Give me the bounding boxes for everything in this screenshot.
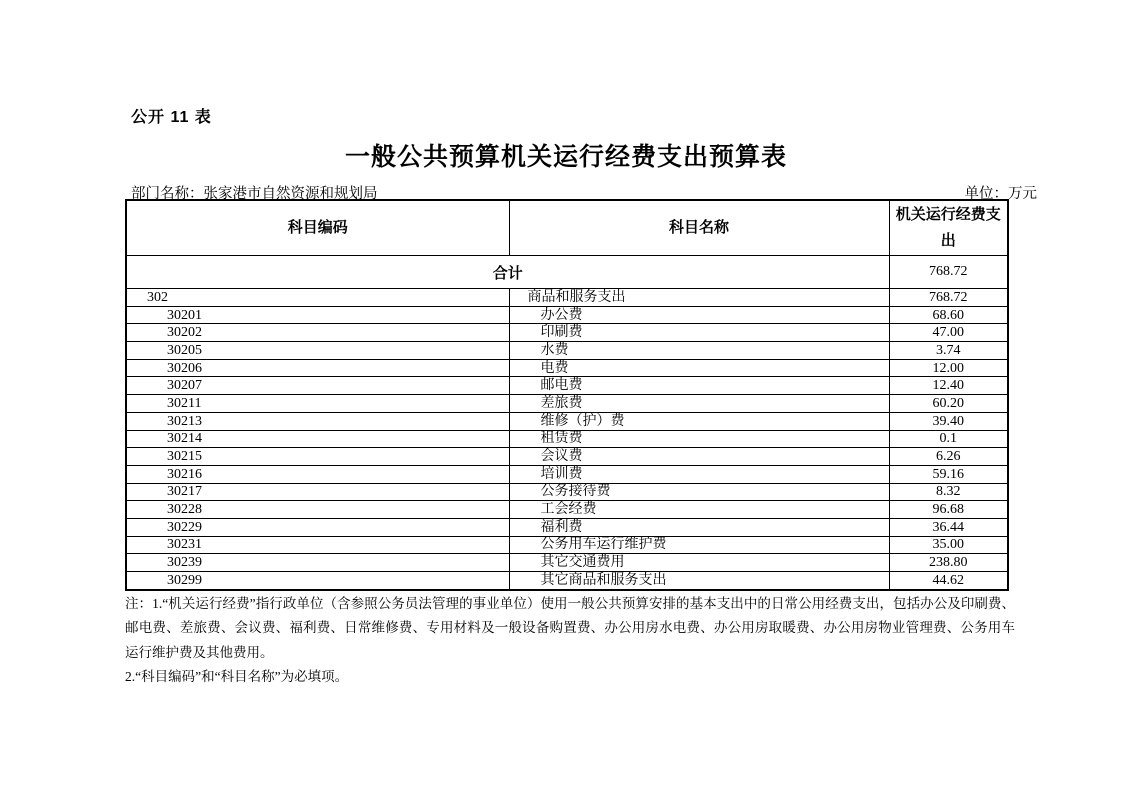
subject-code-cell: 30229 <box>126 518 509 536</box>
subject-name-cell: 公务接待费 <box>509 483 889 501</box>
table-row <box>126 324 1008 342</box>
subject-code-cell: 30211 <box>126 395 509 413</box>
total-value: 768.72 <box>889 256 1008 289</box>
expense-value-cell: 44.62 <box>889 572 1008 590</box>
table-row <box>126 306 1008 324</box>
expense-value-cell: 12.00 <box>889 359 1008 377</box>
expense-value-cell: 68.60 <box>889 306 1008 324</box>
subject-name-cell: 工会经费 <box>509 501 889 519</box>
note-line: 2.“科目编码”和“科目名称”为必填项。 <box>125 668 349 684</box>
subject-name-cell: 电费 <box>509 359 889 377</box>
subject-code-cell: 30205 <box>126 342 509 360</box>
subject-name-cell: 水费 <box>509 342 889 360</box>
subject-code-cell: 30231 <box>126 536 509 554</box>
subject-code-cell: 30201 <box>126 306 509 324</box>
expense-value-cell: 39.40 <box>889 412 1008 430</box>
subject-code-cell: 30202 <box>126 324 509 342</box>
subject-name-cell: 福利费 <box>509 518 889 536</box>
subject-name-cell: 印刷费 <box>509 324 889 342</box>
budget-table <box>125 199 1009 591</box>
subject-name-cell: 维修（护）费 <box>509 412 889 430</box>
form-number-label: 公开 11 表 <box>131 109 212 126</box>
subject-name-cell: 差旅费 <box>509 395 889 413</box>
expense-value-cell: 8.32 <box>889 483 1008 501</box>
table-row <box>126 572 1008 590</box>
expense-value-cell: 0.1 <box>889 430 1008 448</box>
notes-block <box>125 592 1015 689</box>
subject-name-cell: 其它商品和服务支出 <box>509 572 889 590</box>
subject-name-cell: 租赁费 <box>509 430 889 448</box>
table-row <box>126 536 1008 554</box>
subject-name-cell: 办公费 <box>509 306 889 324</box>
table-row <box>126 430 1008 448</box>
expense-value-cell: 6.26 <box>889 448 1008 466</box>
table-header-row <box>126 200 1008 256</box>
expense-value-cell: 96.68 <box>889 501 1008 519</box>
subject-name-cell: 商品和服务支出 <box>509 289 889 307</box>
table-row <box>126 518 1008 536</box>
table-row <box>126 448 1008 466</box>
expense-value-cell: 59.16 <box>889 465 1008 483</box>
note-line: 注：1.“机关运行经费”指行政单位（含参照公务员法管理的事业单位）使用一般公共预算安排的基本支出中的日常公用经费支出，包括办公及印刷费、 <box>125 596 1015 611</box>
expense-value-cell: 60.20 <box>889 395 1008 413</box>
subject-code-cell: 30228 <box>126 501 509 519</box>
subject-name-cell: 培训费 <box>509 465 889 483</box>
subject-code-cell: 30206 <box>126 359 509 377</box>
subject-code-cell: 302 <box>126 289 509 307</box>
subject-code-cell: 30299 <box>126 572 509 590</box>
expense-value-cell: 35.00 <box>889 536 1008 554</box>
table-row <box>126 395 1008 413</box>
department-name-label: 部门名称：张家港市自然资源和规划局 <box>131 186 378 202</box>
subject-name-cell: 会议费 <box>509 448 889 466</box>
expense-value-cell: 238.80 <box>889 554 1008 572</box>
subject-code-cell: 30207 <box>126 377 509 395</box>
expense-value-cell: 36.44 <box>889 518 1008 536</box>
table-row <box>126 342 1008 360</box>
note-line: 运行维护费及其他费用。 <box>125 644 274 660</box>
total-row <box>126 256 1008 289</box>
table-row <box>126 377 1008 395</box>
page-title: 一般公共预算机关运行经费支出预算表 <box>344 143 787 171</box>
column-header-subject-name: 科目名称 <box>509 200 889 256</box>
table-row <box>126 289 1008 307</box>
note-line: 邮电费、差旅费、会议费、福利费、日常维修费、专用材料及一般设备购置费、办公用房水电费、办公用房取暖费、办公用房物业管理费、公务用车 <box>125 620 1015 636</box>
subject-name-cell: 公务用车运行维护费 <box>509 536 889 554</box>
expense-value-cell: 47.00 <box>889 324 1008 342</box>
table-row <box>126 359 1008 377</box>
unit-label: 单位：万元 <box>964 186 1037 202</box>
subject-code-cell: 30214 <box>126 430 509 448</box>
subject-code-cell: 30215 <box>126 448 509 466</box>
subject-code-cell: 30217 <box>126 483 509 501</box>
table-row <box>126 483 1008 501</box>
subject-name-cell: 其它交通费用 <box>509 554 889 572</box>
subject-code-cell: 30213 <box>126 412 509 430</box>
total-label: 合计 <box>126 256 889 289</box>
table-row <box>126 412 1008 430</box>
expense-value-cell: 768.72 <box>889 289 1008 307</box>
expense-value-cell: 3.74 <box>889 342 1008 360</box>
expense-value-cell: 12.40 <box>889 377 1008 395</box>
subject-code-cell: 30216 <box>126 465 509 483</box>
subject-name-cell: 邮电费 <box>509 377 889 395</box>
table-row <box>126 501 1008 519</box>
table-row <box>126 554 1008 572</box>
column-header-subject-code: 科目编码 <box>126 200 509 256</box>
column-header-operating-expense: 机关运行经费支出 <box>889 200 1008 256</box>
subject-code-cell: 30239 <box>126 554 509 572</box>
table-row <box>126 465 1008 483</box>
